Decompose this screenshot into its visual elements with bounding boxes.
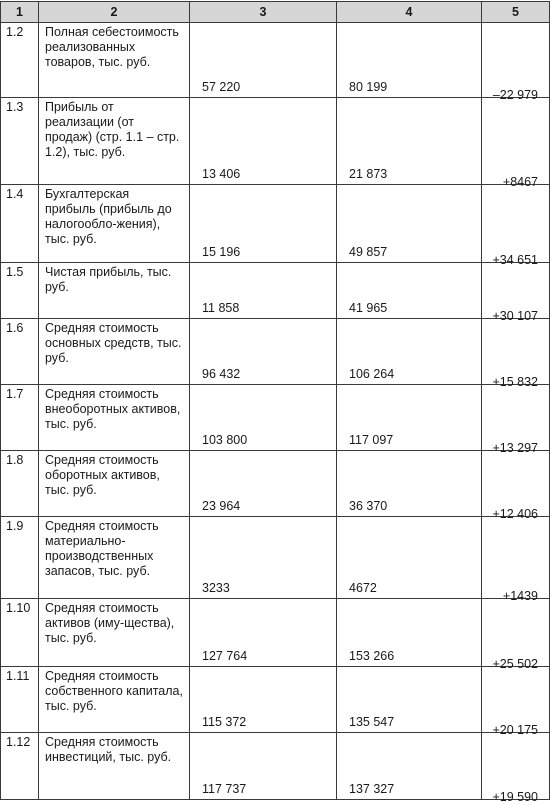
value-col-4: 106 264 [349, 367, 395, 381]
value-col-5-cell [482, 98, 550, 189]
value-col-3: 57 220 [202, 80, 241, 94]
value-col-4: 4672 [349, 581, 377, 595]
header-cell-2: 2 [39, 2, 190, 23]
value-col-3: 127 764 [202, 649, 248, 663]
value-col-3: 23 964 [202, 499, 241, 513]
table-row [1, 517, 550, 599]
value-col-4-cell [337, 667, 482, 733]
value-col-4-cell [337, 23, 482, 98]
row-number-cell [1, 319, 39, 385]
header-cell-4: 4 [337, 2, 482, 23]
value-col-5: +19 590 [492, 790, 538, 804]
value-col-3: 13 406 [202, 167, 241, 181]
row-number-cell [1, 23, 39, 98]
value-col-4: 80 199 [349, 80, 388, 94]
indicator-label-cell [39, 517, 190, 599]
table-row [1, 319, 550, 385]
row-number: 1.4 [6, 187, 24, 201]
header-row [1, 2, 550, 23]
table-row [1, 599, 550, 667]
indicator-label: Бухгалтерская прибыль (прибыль до налогообло-жения), тыс. руб. [45, 187, 172, 246]
row-number: 1.5 [6, 265, 24, 279]
value-col-4-cell [337, 517, 482, 599]
value-col-5: +30 107 [492, 309, 538, 323]
row-number-cell [1, 385, 39, 451]
value-col-5-cell [482, 23, 550, 102]
value-col-5: +12 406 [492, 507, 538, 521]
value-col-3-cell [190, 263, 337, 319]
value-col-3-cell [190, 319, 337, 385]
value-col-5-cell [482, 517, 550, 603]
table-row [1, 23, 550, 98]
value-col-4: 135 547 [349, 715, 395, 729]
indicator-label-cell [39, 733, 190, 800]
value-col-3-cell [190, 23, 337, 98]
value-col-3-cell [190, 517, 337, 599]
row-number-cell [1, 98, 39, 185]
value-col-4: 36 370 [349, 499, 388, 513]
indicator-label: Средняя стоимость инвестиций, тыс. руб. [45, 735, 172, 764]
row-number: 1.6 [6, 321, 24, 335]
value-col-3: 115 372 [202, 715, 247, 729]
value-col-3: 15 196 [202, 245, 241, 259]
value-col-3-cell [190, 733, 337, 800]
indicator-label-cell [39, 319, 190, 385]
value-col-5: +1439 [502, 589, 538, 603]
value-col-5-cell [482, 667, 550, 737]
value-col-4-cell [337, 263, 482, 319]
value-col-5: +13 297 [492, 441, 538, 455]
value-col-4-cell [337, 451, 482, 517]
indicator-label-cell [39, 263, 190, 319]
row-number: 1.2 [6, 25, 24, 39]
indicator-label-cell [39, 599, 190, 667]
indicator-label-cell [39, 451, 190, 517]
value-col-3: 96 432 [202, 367, 241, 381]
value-col-4-cell [337, 385, 482, 451]
indicator-label: Средняя стоимость активов (иму-щества), тыс. руб. [45, 601, 175, 645]
value-col-5-cell [482, 319, 550, 389]
header-cell-5: 5 [482, 2, 550, 23]
value-col-5: +20 175 [492, 723, 538, 737]
indicator-label: Средняя стоимость внеоборотных активов, тыс. руб. [45, 387, 181, 431]
value-col-3: 3233 [202, 581, 230, 595]
row-number: 1.7 [6, 387, 24, 401]
indicator-label: Прибыль от реализации (от продаж) (стр. 1.1 – стр. 1.2), тыс. руб. [45, 100, 180, 159]
row-number-cell [1, 517, 39, 599]
row-number: 1.3 [6, 100, 24, 114]
value-col-4: 137 327 [349, 782, 395, 796]
value-col-5: +8467 [502, 175, 538, 189]
value-col-4-cell [337, 319, 482, 385]
value-col-5-cell [482, 185, 550, 267]
indicator-label: Чистая прибыль, тыс. руб. [45, 265, 172, 294]
value-col-4: 117 097 [349, 433, 394, 447]
table-row [1, 185, 550, 263]
financial-indicators-table [0, 1, 550, 804]
row-number-cell [1, 263, 39, 319]
value-col-4-cell [337, 733, 482, 800]
value-col-4: 21 873 [349, 167, 388, 181]
value-col-3: 117 737 [202, 782, 247, 796]
value-col-4-cell [337, 599, 482, 667]
row-number-cell [1, 599, 39, 667]
row-number-cell [1, 733, 39, 800]
indicator-label-cell [39, 385, 190, 451]
value-col-4: 41 965 [349, 301, 388, 315]
row-number: 1.11 [6, 669, 30, 683]
table-row [1, 451, 550, 517]
table-row [1, 98, 550, 185]
row-number-cell [1, 667, 39, 733]
value-col-5-cell [482, 263, 550, 323]
table-row [1, 385, 550, 451]
row-number-cell [1, 451, 39, 517]
row-number: 1.8 [6, 453, 24, 467]
header-cell-3: 3 [190, 2, 337, 23]
value-col-3-cell [190, 599, 337, 667]
value-col-3: 11 858 [202, 301, 240, 315]
indicator-label-cell [39, 98, 190, 185]
value-col-5-cell [482, 451, 550, 521]
value-col-5-cell [482, 385, 550, 455]
indicator-label: Полная себестоимость реализованных товаров, тыс. руб. [45, 25, 179, 69]
value-col-4-cell [337, 98, 482, 185]
value-col-3-cell [190, 667, 337, 733]
value-col-3-cell [190, 385, 337, 451]
table-row [1, 733, 550, 800]
value-col-3-cell [190, 185, 337, 263]
indicator-label-cell [39, 185, 190, 263]
header-cell-1: 1 [1, 2, 39, 23]
table-row [1, 667, 550, 733]
indicator-label: Средняя стоимость оборотных активов, тыс. руб. [45, 453, 160, 497]
row-number: 1.10 [6, 601, 31, 615]
value-col-4: 49 857 [349, 245, 388, 259]
value-col-3-cell [190, 451, 337, 517]
row-number: 1.12 [6, 735, 31, 749]
indicator-label-cell [39, 23, 190, 98]
value-col-5: +25 502 [492, 657, 538, 671]
value-col-3: 103 800 [202, 433, 248, 447]
indicator-label: Средняя стоимость собственного капитала, тыс. руб. [45, 669, 183, 713]
value-col-5-cell [482, 599, 550, 671]
row-number: 1.9 [6, 519, 24, 533]
value-col-4-cell [337, 185, 482, 263]
row-number-cell [1, 185, 39, 263]
table-row [1, 263, 550, 319]
value-col-5-cell [482, 733, 550, 804]
value-col-5: –22 979 [492, 88, 538, 102]
indicator-label: Средняя стоимость материально-производственных запасов, тыс. руб. [45, 519, 159, 578]
value-col-5: +15 832 [492, 375, 538, 389]
value-col-3-cell [190, 98, 337, 185]
value-col-4: 153 266 [349, 649, 395, 663]
indicator-label: Средняя стоимость основных средств, тыс. руб. [45, 321, 182, 365]
indicator-label-cell [39, 667, 190, 733]
value-col-5: +34 651 [492, 253, 538, 267]
